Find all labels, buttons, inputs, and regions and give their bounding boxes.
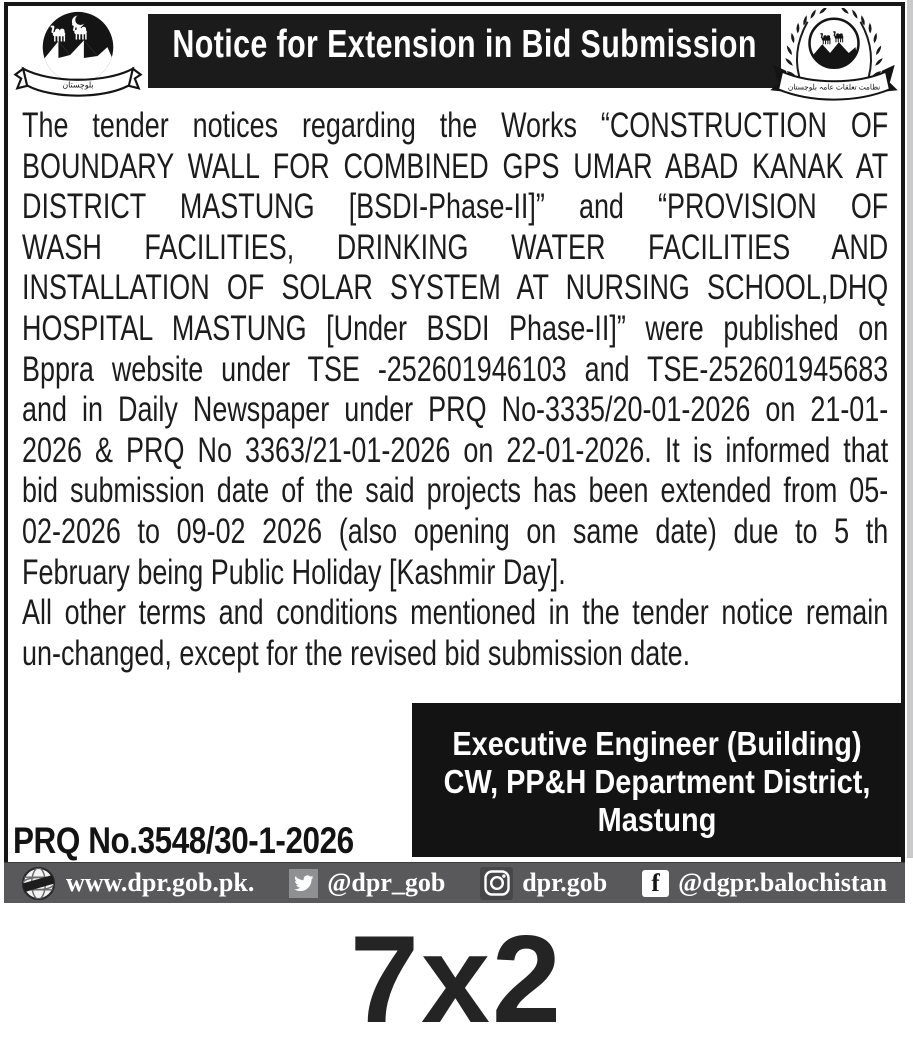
twitter-handle: @dpr_gob [327, 868, 446, 897]
notice-body-line: bid submission date of the said projects has been extended from 05- [22, 471, 889, 511]
notice-title-bar [148, 14, 781, 88]
scan-edge-artifact [907, 0, 913, 858]
right-emblem-ribbon-text: نظامت تعلقات عامہ بلوچستان [787, 82, 881, 92]
notice-body [22, 106, 888, 681]
notice-body-line: un-changed, except for the revised bid submission date. [22, 633, 691, 673]
instagram-item [480, 867, 607, 900]
ad-size-label: 7x2 [350, 911, 563, 1049]
notice-body-line: All other terms and conditions mentioned in the tender notice remain [22, 593, 889, 633]
notice-body-line: February being Public Holiday [Kashmir Day]. [22, 552, 566, 592]
notice-body-line: DISTRICT MASTUNG [BSDI-Phase-II]” and “PROVISION OF [22, 187, 889, 227]
facebook-item [642, 868, 887, 898]
facebook-handle: @dgpr.balochistan [678, 868, 887, 897]
notice-body-line: and in Daily Newspaper under PRQ No-3335/20-01-2026 on 21-01- [22, 390, 889, 430]
notice-body-line: Bppra website under TSE -252601946103 and TSE-252601945683 [22, 349, 889, 389]
signature-line: CW, PP&H Department District, [443, 763, 871, 800]
prq-number: PRQ No.3548/30-1-2026 [13, 820, 354, 861]
notice-body-line: INSTALLATION OF SOLAR SYSTEM AT NURSING SCHOOL,DHQ [22, 268, 889, 308]
website-item [20, 865, 254, 902]
notice-body-line: BOUNDARY WALL FOR COMBINED GPS UMAR ABAD KANAK AT [22, 146, 889, 186]
left-emblem-ribbon-text: بلوچستان [62, 80, 94, 90]
instagram-icon [480, 867, 513, 900]
notice-body-line: The tender notices regarding the Works “CONSTRUCTION OF [22, 106, 889, 145]
website-url: www.dpr.gob.pk. [66, 868, 255, 897]
notice-body-line: 2026 & PRQ No 3363/21-01-2026 on 22-01-2026. It is informed that [22, 430, 889, 470]
notice-body-line: 02-2026 to 09-02 2026 (also opening on same date) due to 5 th [22, 511, 889, 551]
dgpr-balochistan-emblem [764, 8, 904, 104]
signature-box [412, 703, 901, 857]
notice-body-line: HOSPITAL MASTUNG [Under BSDI Phase-II]” were published on [22, 308, 889, 348]
footer-social-bar [4, 862, 905, 903]
facebook-icon: f [642, 870, 669, 897]
notice-title: Notice for Extension in Bid Submission [172, 23, 757, 66]
signature-line: Executive Engineer (Building) [452, 725, 862, 762]
globe-icon [20, 865, 57, 902]
government-of-balochistan-emblem [12, 8, 144, 104]
twitter-icon [289, 869, 318, 898]
notice-body-line: WASH FACILITIES, DRINKING WATER FACILITIES AND [22, 227, 889, 267]
instagram-handle: dpr.gob [522, 868, 608, 897]
twitter-item [289, 868, 445, 898]
signature-line: Mastung [597, 801, 717, 838]
notice-border-box [4, 2, 905, 903]
